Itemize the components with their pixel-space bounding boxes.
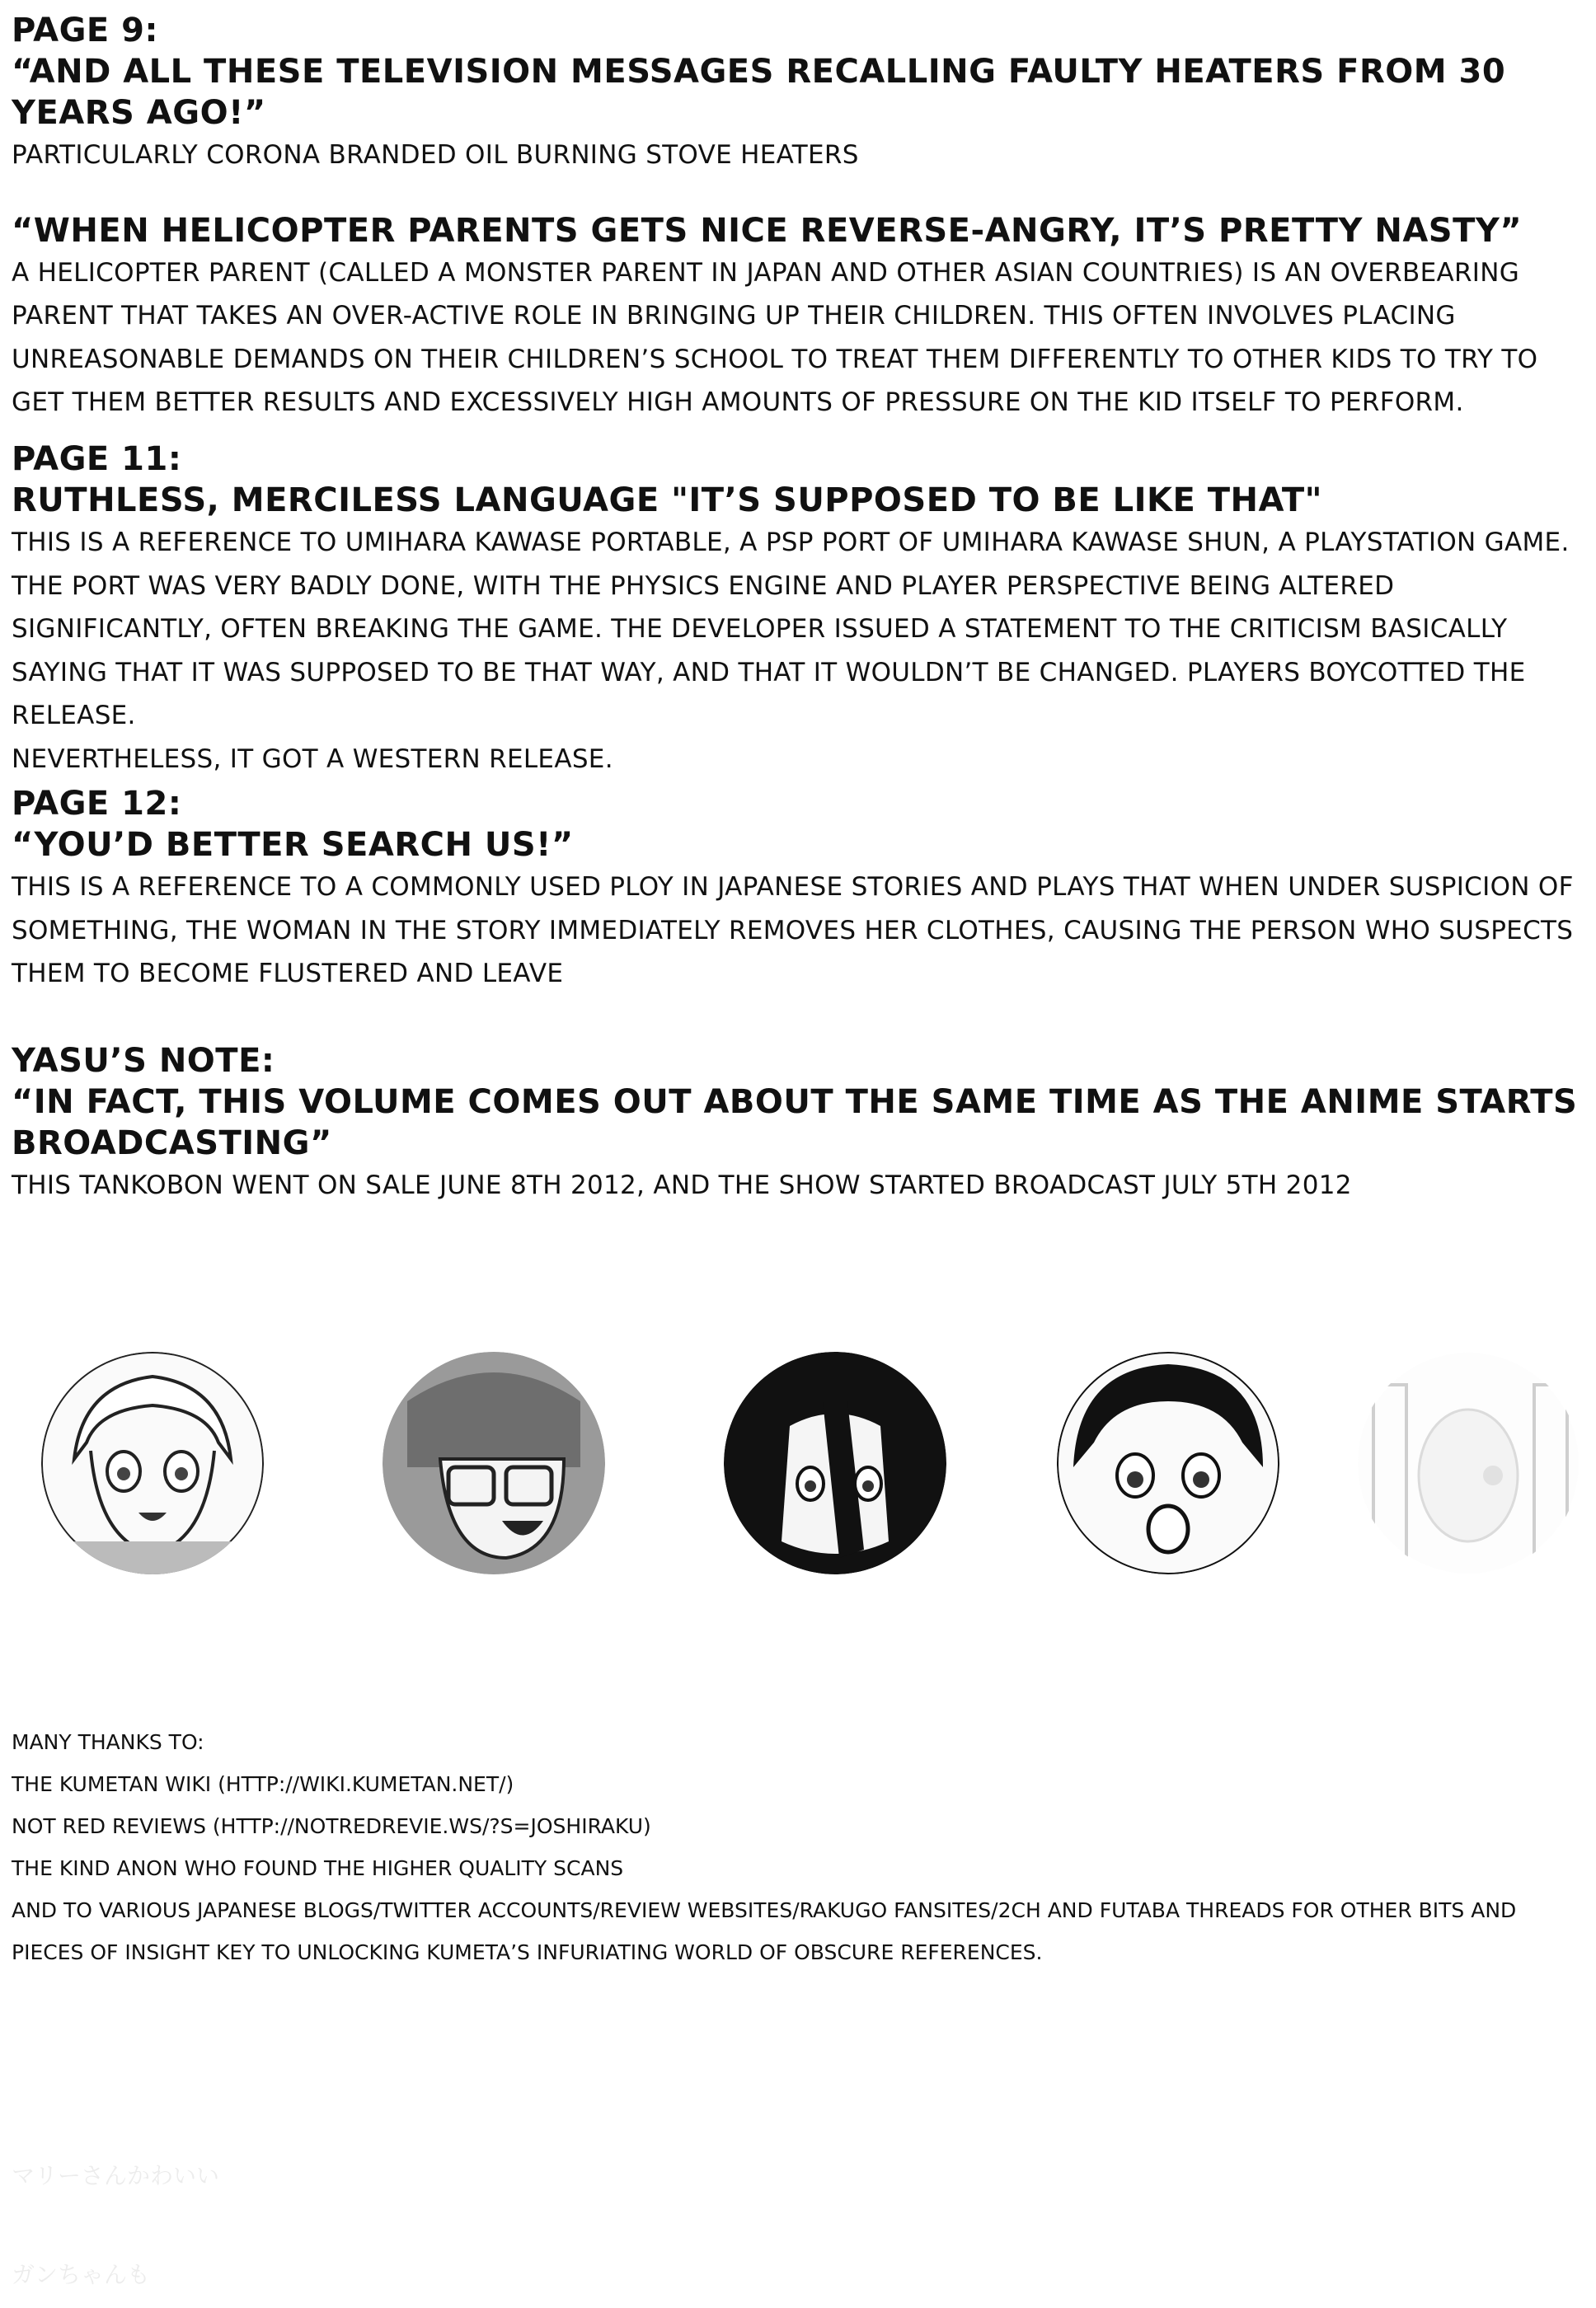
portrait-5 — [1357, 1352, 1580, 1574]
quote-heaters: “AND ALL THESE TELEVISION MESSAGES RECALLING FAULTY HEATERS FROM 30 YEARS AGO!” — [12, 53, 1506, 132]
section-page-9 — [12, 10, 1578, 425]
note-western-release: NEVERTHELESS, IT GOT A WESTERN RELEASE. — [12, 744, 613, 774]
note-heaters: PARTICULARLY CORONA BRANDED OIL BURNING STOVE HEATERS — [12, 140, 859, 170]
quote-helicopter-parents: “WHEN HELICOPTER PARENTS GETS NICE REVERSE-ANGRY, IT’S PRETTY NASTY” — [12, 211, 1523, 250]
faint-text-1: マリーさんかわいい — [12, 2162, 220, 2189]
portrait-2 — [383, 1352, 605, 1574]
faint-text-2: ガンちゃんも — [12, 2261, 151, 2288]
portrait-4 — [1057, 1352, 1279, 1574]
note-broadcast-dates: THIS TANKOBON WENT ON SALE JUNE 8TH 2012, AND THE SHOW STARTED BROADCAST JULY 5TH 2012 — [12, 1170, 1352, 1200]
quote-anime-broadcast: “IN FACT, THIS VOLUME COMES OUT ABOUT THE SAME TIME AS THE ANIME STARTS BROADCASTING” — [12, 1083, 1578, 1162]
quote-ruthless-language: RUTHLESS, MERCILESS LANGUAGE "IT’S SUPPOSED TO BE LIKE THAT" — [12, 481, 1322, 519]
heading-page-12: PAGE 12: — [12, 785, 182, 823]
note-umihara-kawase: THIS IS A REFERENCE TO UMIHARA KAWASE PORTABLE, A PSP PORT OF UMIHARA KAWASE SHUN, A PLAYSTATION GAME. THE PORT WAS VERY BADLY DONE, WITH THE PHYSICS ENGINE AND PLAYER PERSPECTIVE BEING ALTERED SIGNIFICANTLY, OFTEN BREAKING THE GAME. THE DEVELOPER ISSUED A STATEMENT TO THE CRITICISM BASICALLY SAYING THAT IT WAS SUPPOSED TO BE THAT WAY, AND THAT IT WOULDN’T BE CHANGED. PLAYERS BOYCOTTED THE RELEASE. — [12, 528, 1570, 730]
quote-search-us: “YOU’D BETTER SEARCH US!” — [12, 826, 574, 864]
character-portraits — [41, 1352, 1575, 1616]
section-page-12 — [12, 783, 1578, 996]
portrait-1 — [41, 1352, 264, 1574]
section-page-11 — [12, 439, 1578, 781]
section-yasus-note — [12, 1040, 1578, 1208]
heading-page-9: PAGE 9: — [12, 12, 159, 49]
credit-not-red-reviews: NOT RED REVIEWS (HTTP://NOTREDREVIE.WS/?S=JOSHIRAKU) — [12, 1814, 651, 1838]
credits-section — [12, 1721, 1578, 1973]
note-search-us: THIS IS A REFERENCE TO A COMMONLY USED PLOY IN JAPANESE STORIES AND PLAYS THAT WHEN UNDER SUSPICION OF SOMETHING, THE WOMAN IN THE STORY IMMEDIATELY REMOVES HER CLOTHES, CAUSING THE PERSON WHO SUSPECTS THEM TO BECOME FLUSTERED AND LEAVE — [12, 872, 1574, 988]
credits-title: MANY THANKS TO: — [12, 1730, 204, 1754]
credit-various-sources: AND TO VARIOUS JAPANESE BLOGS/TWITTER ACCOUNTS/REVIEW WEBSITES/RAKUGO FANSITES/2CH AND FUTABA THREADS FOR OTHER BITS AND PIECES OF INSIGHT KEY TO UNLOCKING KUMETA’S INFURIATING WORLD OF OBSCURE REFERENCES. — [12, 1898, 1517, 1964]
portrait-3 — [724, 1352, 946, 1574]
credit-anon-scans: THE KIND ANON WHO FOUND THE HIGHER QUALITY SCANS — [12, 1856, 624, 1880]
credit-kumetan-wiki: THE KUMETAN WIKI (HTTP://WIKI.KUMETAN.NET/) — [12, 1772, 514, 1796]
note-helicopter-parents: A HELICOPTER PARENT (CALLED A MONSTER PARENT IN JAPAN AND OTHER ASIAN COUNTRIES) IS AN OVERBEARING PARENT THAT TAKES AN OVER-ACTIVE ROLE IN BRINGING UP THEIR CHILDREN. THIS OFTEN INVOLVES PLACING UNREASONABLE DEMANDS ON THEIR CHILDREN’S SCHOOL TO TREAT THEM DIFFERENTLY TO OTHER KIDS TO TRY TO GET THEM BETTER RESULTS AND EXCESSIVELY HIGH AMOUNTS OF PRESSURE ON THE KID ITSELF TO PERFORM. — [12, 257, 1538, 417]
heading-yasus-note: YASU’S NOTE: — [12, 1042, 275, 1080]
heading-page-11: PAGE 11: — [12, 440, 182, 478]
